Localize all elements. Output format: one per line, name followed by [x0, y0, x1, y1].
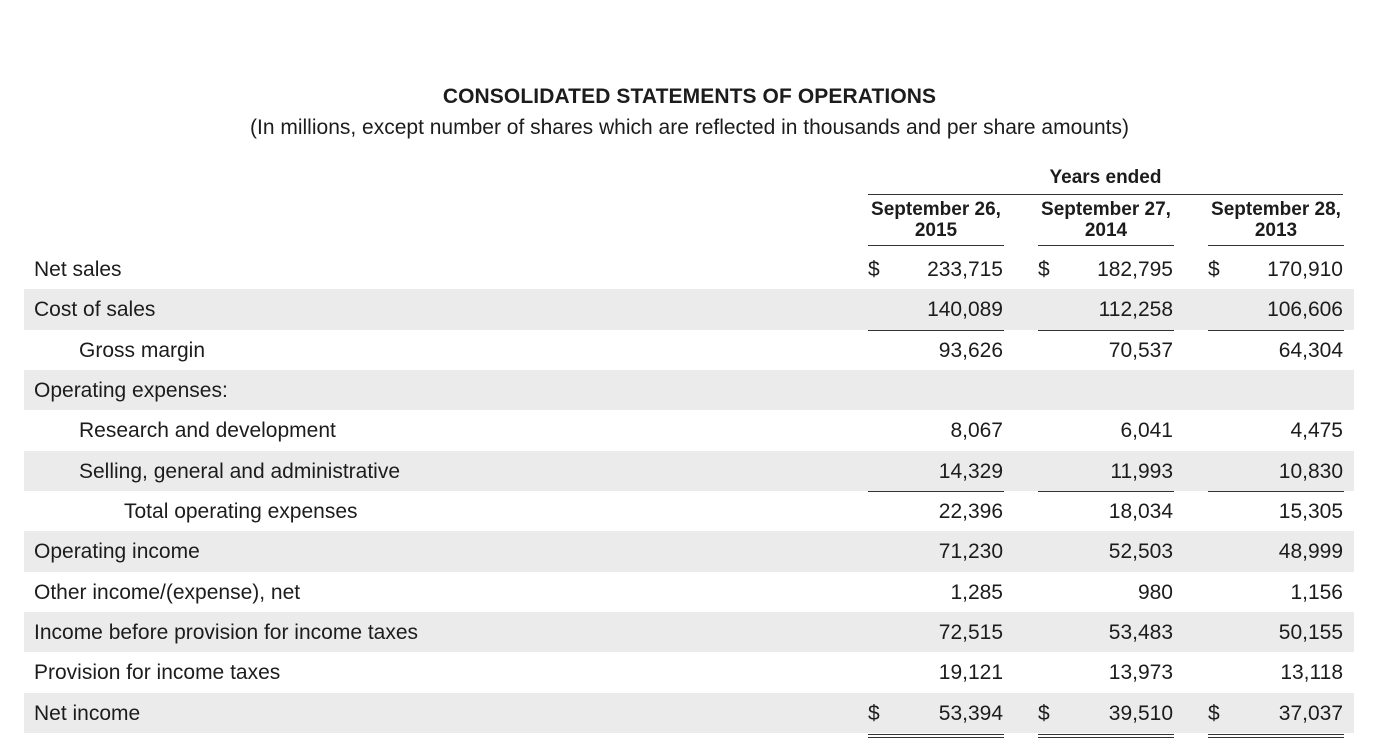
column-header-rule	[1208, 245, 1344, 246]
cell-value: 53,483	[1108, 620, 1173, 644]
table-row-gross-margin	[24, 330, 1354, 370]
cell-value: 106,606	[1267, 298, 1343, 322]
value-cell-2015	[868, 652, 1004, 693]
cell-value: 8,067	[950, 419, 1003, 443]
table-row-operating-expenses-header	[24, 370, 1354, 410]
row-label: Other income/(expense), net	[34, 580, 301, 604]
cell-value: 19,121	[938, 661, 1003, 685]
value-cell-2015	[868, 491, 1004, 532]
value-cell-2013	[1208, 572, 1344, 613]
cell-value: 22,396	[938, 499, 1003, 523]
cell-value: 72,515	[938, 620, 1003, 644]
cell-value: 4,475	[1290, 419, 1343, 443]
row-label: Research and development	[79, 419, 336, 443]
value-cell-2013	[1208, 531, 1344, 571]
cell-value: 11,993	[1110, 459, 1173, 483]
row-label: Gross margin	[79, 338, 206, 362]
value-cell-2013	[1208, 652, 1344, 693]
value-cell-2014	[1038, 693, 1174, 733]
cell-value: 1,156	[1290, 580, 1343, 604]
currency-symbol: $	[1038, 701, 1050, 725]
cell-value: 93,626	[938, 338, 1003, 362]
cell-value: 140,089	[927, 298, 1003, 322]
statement-title: CONSOLIDATED STATEMENTS OF OPERATIONS	[442, 85, 937, 108]
value-cell-2014	[1038, 451, 1174, 492]
cell-value: 182,795	[1097, 258, 1173, 281]
column-header-date: September 27,	[1041, 199, 1171, 220]
column-header-year: 2013	[1254, 220, 1298, 241]
value-cell-2014	[1038, 330, 1174, 371]
table-row-other-income	[24, 572, 1354, 612]
value-cell-2013	[1208, 249, 1344, 289]
cell-value: 10,830	[1278, 459, 1343, 483]
cell-value: 233,715	[927, 258, 1003, 281]
value-cell-2015	[868, 330, 1004, 371]
cell-value: 70,537	[1108, 338, 1173, 362]
table-row-cost-of-sales	[24, 289, 1354, 329]
table-row-total-operating-expenses	[24, 491, 1354, 531]
value-cell-2015	[868, 572, 1004, 613]
cell-value: 112,258	[1098, 298, 1173, 322]
cell-value: 53,394	[938, 701, 1003, 725]
value-cell-2015	[868, 693, 1004, 733]
value-cell-2015	[868, 531, 1004, 571]
cell-value: 15,305	[1278, 499, 1343, 523]
column-header-year: 2014	[1084, 220, 1128, 241]
value-cell-2013	[1208, 491, 1344, 532]
currency-symbol: $	[868, 701, 880, 725]
table-row-provision-taxes	[24, 652, 1354, 692]
value-cell-2013	[1208, 410, 1344, 450]
cell-value: 13,118	[1280, 661, 1343, 685]
value-cell-2014	[1038, 410, 1174, 450]
table-row-research-development	[24, 410, 1354, 450]
currency-symbol: $	[1208, 701, 1220, 725]
value-cell-2013	[1208, 693, 1344, 733]
column-header-rule	[1038, 245, 1174, 246]
value-cell-2015	[868, 249, 1004, 289]
statement-subtitle: (In millions, except number of shares which are reflected in thousands and per share amounts)	[250, 116, 1129, 139]
column-header-date: September 26,	[871, 199, 1001, 220]
currency-symbol: $	[1038, 258, 1050, 281]
value-cell-2014	[1038, 572, 1174, 613]
cell-value: 18,034	[1108, 499, 1173, 523]
cell-value: 6,041	[1120, 419, 1173, 443]
value-cell-2015	[868, 451, 1004, 492]
cell-value: 64,304	[1278, 338, 1343, 362]
column-header-2015	[868, 199, 1004, 241]
cell-value: 50,155	[1278, 620, 1343, 644]
value-cell-2013	[1208, 451, 1344, 492]
value-cell-2014	[1038, 612, 1174, 652]
cell-value: 13,973	[1108, 661, 1173, 685]
cell-value: 1,285	[950, 580, 1003, 604]
row-label: Provision for income taxes	[34, 661, 281, 685]
currency-symbol: $	[1208, 258, 1220, 281]
currency-symbol: $	[868, 258, 880, 281]
column-header-2013	[1208, 199, 1344, 241]
value-cell-2014	[1038, 491, 1174, 532]
value-cell-2013	[1208, 612, 1344, 652]
cell-value: 71,230	[938, 540, 1003, 564]
row-label: Income before provision for income taxes	[34, 620, 419, 644]
value-cell-2013	[1208, 330, 1344, 371]
table-row-income-before-taxes	[24, 612, 1354, 652]
row-label: Selling, general and administrative	[79, 459, 401, 483]
table-row-net-sales	[24, 249, 1354, 289]
value-cell-2014	[1038, 249, 1174, 289]
table-row-operating-income	[24, 531, 1354, 571]
value-cell-2015	[868, 289, 1004, 330]
column-header-year: 2015	[914, 220, 958, 241]
value-cell-2014	[1038, 289, 1174, 330]
column-header-2014	[1038, 199, 1174, 241]
cell-value: 52,503	[1108, 540, 1173, 564]
cell-value: 14,329	[938, 459, 1003, 483]
row-label: Total operating expenses	[124, 499, 358, 523]
cell-value: 980	[1137, 580, 1173, 604]
value-cell-2015	[868, 410, 1004, 450]
years-ended-rule	[868, 194, 1343, 195]
cell-value: 37,037	[1278, 701, 1343, 725]
table-row-sga	[24, 451, 1354, 491]
cell-value: 170,910	[1267, 258, 1343, 281]
value-cell-2015	[868, 612, 1004, 652]
row-label: Cost of sales	[34, 298, 156, 322]
row-label: Net sales	[34, 258, 122, 281]
row-label: Operating income	[34, 540, 200, 564]
table-row-net-income	[24, 693, 1354, 733]
value-cell-2014	[1038, 531, 1174, 571]
cell-value: 48,999	[1278, 540, 1343, 564]
cell-value: 39,510	[1108, 701, 1173, 725]
value-cell-2013	[1208, 289, 1344, 330]
column-header-date: September 28,	[1211, 199, 1341, 220]
row-label: Net income	[34, 701, 141, 725]
value-cell-2014	[1038, 652, 1174, 693]
years-ended-header: Years ended	[1049, 167, 1162, 188]
operations-table	[24, 249, 1354, 733]
column-header-rule	[868, 245, 1004, 246]
row-label: Operating expenses:	[34, 378, 228, 402]
